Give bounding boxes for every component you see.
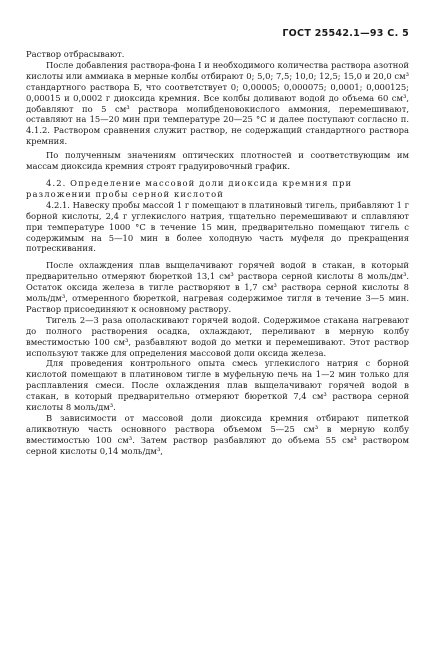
paragraph: Тигель 2—3 раза ополаскивают горячей водой. Содержимое стакана нагревают до полного растворения осадка, охлаждают, переливают в мерную колбу вместимостью 100 см³, разбавляют водой до метки и перемешивают. Этот раствор используют также для определения массовой доли оксида железа. (26, 314, 409, 358)
paragraph: Для проведения контрольного опыта смесь углекислого натрия с борной кислотой помещают в платиновом тигле в муфельную печь на 1—2 мин только для расплавления смеси. После охлаждения плав выщелачивают горячей водой в стакан, в который предварительно отмеряют бюреткой 7,4 см³ раствора серной кислоты 8 моль/дм³. (26, 358, 409, 413)
paragraph: После охлаждения плав выщелачивают горячей водой в стакан, в который предварительно отмеряют бюреткой 13,1 см³ раствора серной кислоты 8 моль/дм³. Остаток оксида железа в тигле растворяют в 1,7 см³ раствора серной кислоты 8 моль/дм³, отмеренного бюреткой, нагревая содержимое тигля в течение 3—5 мин. Раствор присоединяют к основному раствору. (26, 260, 409, 314)
section-heading: 4.2. Определение массовой доли диоксида кремния при разложении пробы серной кислотой (26, 177, 353, 199)
paragraph: После добавления раствора-фона I и необходимого количества раствора азотной кислоты или аммиака в мерные колбы отбирают 0; 5,0; 7,5; 10,0; 12,5; 15,0 и 20,0 см³ стандартного раствора Б, что соответствует 0; 0,00005; 0,000075; 0,0001; 0,000125; 0,00015 и 0,0002 г диоксида кремния. Все колбы доливают водой до объема 60 см³, добавляют по 5 см³ раствора молибденовокислого аммония, перемешивают, оставляют на 15—20 мин при температуре 20—25 °С и далее поступают согласно п. 4.1.2. Раствором сравнения служит раствор, не содержащий стандартного раствора кремния. (26, 59, 409, 147)
document-body (26, 49, 409, 457)
paragraph: По полученным значениям оптических плотностей и соответствующим им массам диоксида кремния строят градуировочный график. (26, 150, 409, 172)
paragraph: 4.2.1. Навеску пробы массой 1 г помещают в платиновый тигель, прибавляют 1 г борной кислоты, 2,4 г углекислого натрия, тщательно перемешивают и сплавляют при температуре 1000 °С в течение 15 мин, предварительно помещают тигель с содержимым на 5—10 мин в более холодную часть муфеля до прекращения потрескивания. (26, 199, 409, 254)
page-header: ГОСТ 25542.1—93 С. 5 (282, 28, 409, 39)
paragraph: В зависимости от массовой доли диоксида кремния отбирают пипеткой аликвотную часть основного раствора объемом 5—25 см³ в мерную колбу вместимостью 100 см³. Затем раствор разбавляют до объема 55 см³ раствором серной кислоты 0,14 моль/дм³, (26, 413, 409, 456)
paragraph: Раствор отбрасывают. (26, 49, 125, 59)
